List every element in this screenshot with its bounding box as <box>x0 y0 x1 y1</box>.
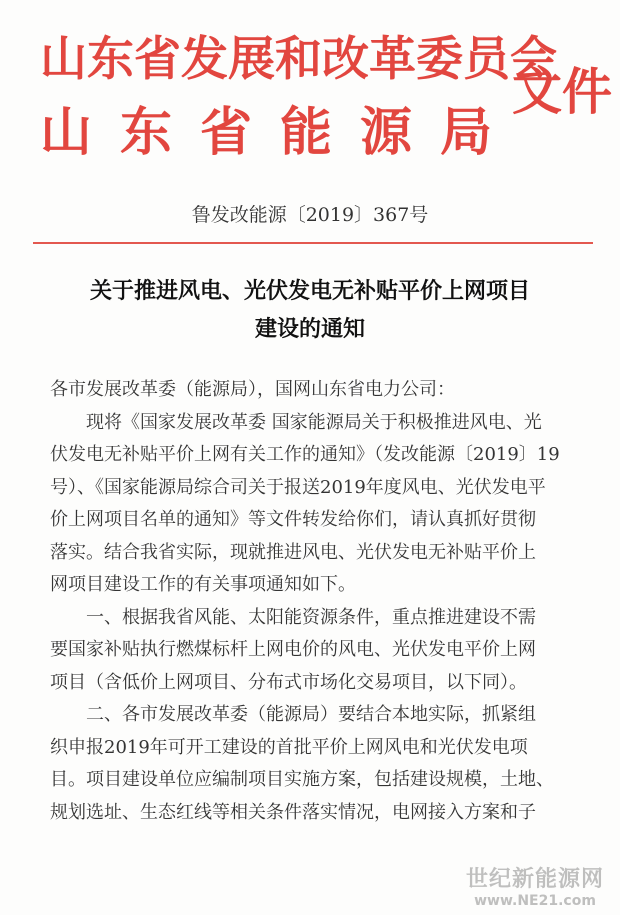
document-number: 鲁发改能源〔2019〕367号 <box>191 204 429 226</box>
body-line: 网项目建设工作的有关事项通知如下。 <box>50 574 356 595</box>
body-line: 各市发展改革委（能源局），国网山东省电力公司： <box>50 379 455 400</box>
body-line: 规划选址、生态红线等相关条件落实情况，电网接入方案和子 <box>50 801 536 823</box>
document-title-line-1: 关于推进风电、光伏发电无补贴平价上网项目 <box>89 278 530 304</box>
red-divider-line <box>33 242 593 244</box>
watermark-url: www.NE21.com <box>474 893 596 909</box>
body-line: 价上网项目名单的通知》等文件转发给你们，请认真抓好贯彻 <box>50 509 536 530</box>
body-line: 落实。结合我省实际，现就推进风电、光伏发电无补贴平价上 <box>50 541 536 563</box>
document-title <box>18 272 602 348</box>
body-line: 伏发电无补贴平价上网有关工作的通知》（发改能源〔2019〕19 <box>50 444 560 465</box>
document-title-line-2: 建设的通知 <box>254 316 365 342</box>
body-line: 项目（含低价上网项目、分布式市场化交易项目，以下同）。 <box>50 671 527 693</box>
body-line: 二、各市发展改革委（能源局）要结合本地实际，抓紧组 <box>86 704 536 725</box>
body-line: 要国家补贴执行燃煤标杆上网电价的风电、光伏发电平价上网 <box>50 639 536 660</box>
body-line: 现将《国家发展改革委 国家能源局关于积极推进风电、光 <box>86 411 542 433</box>
body-line: 织申报2019年可开工建设的首批平价上网风电和光伏发电项 <box>50 736 528 758</box>
body-line: 号）、《国家能源局综合司关于报送2019年度风电、光伏发电平 <box>50 476 546 498</box>
file-mark: 文件 <box>512 62 612 121</box>
watermark-text: 世纪新能源网 <box>465 867 604 892</box>
body-line: 目。项目建设单位应编制项目实施方案，包括建设规模，土地、 <box>50 769 554 790</box>
issuing-agency-line-1: 山东省发展和改革委员会 <box>40 32 557 87</box>
site-watermark <box>460 862 610 909</box>
issuing-agency-line-2: 山东省能源局 <box>40 102 521 163</box>
body-line: 一、根据我省风能、太阳能资源条件，重点推进建设不需 <box>86 606 536 628</box>
document-body <box>50 374 590 829</box>
